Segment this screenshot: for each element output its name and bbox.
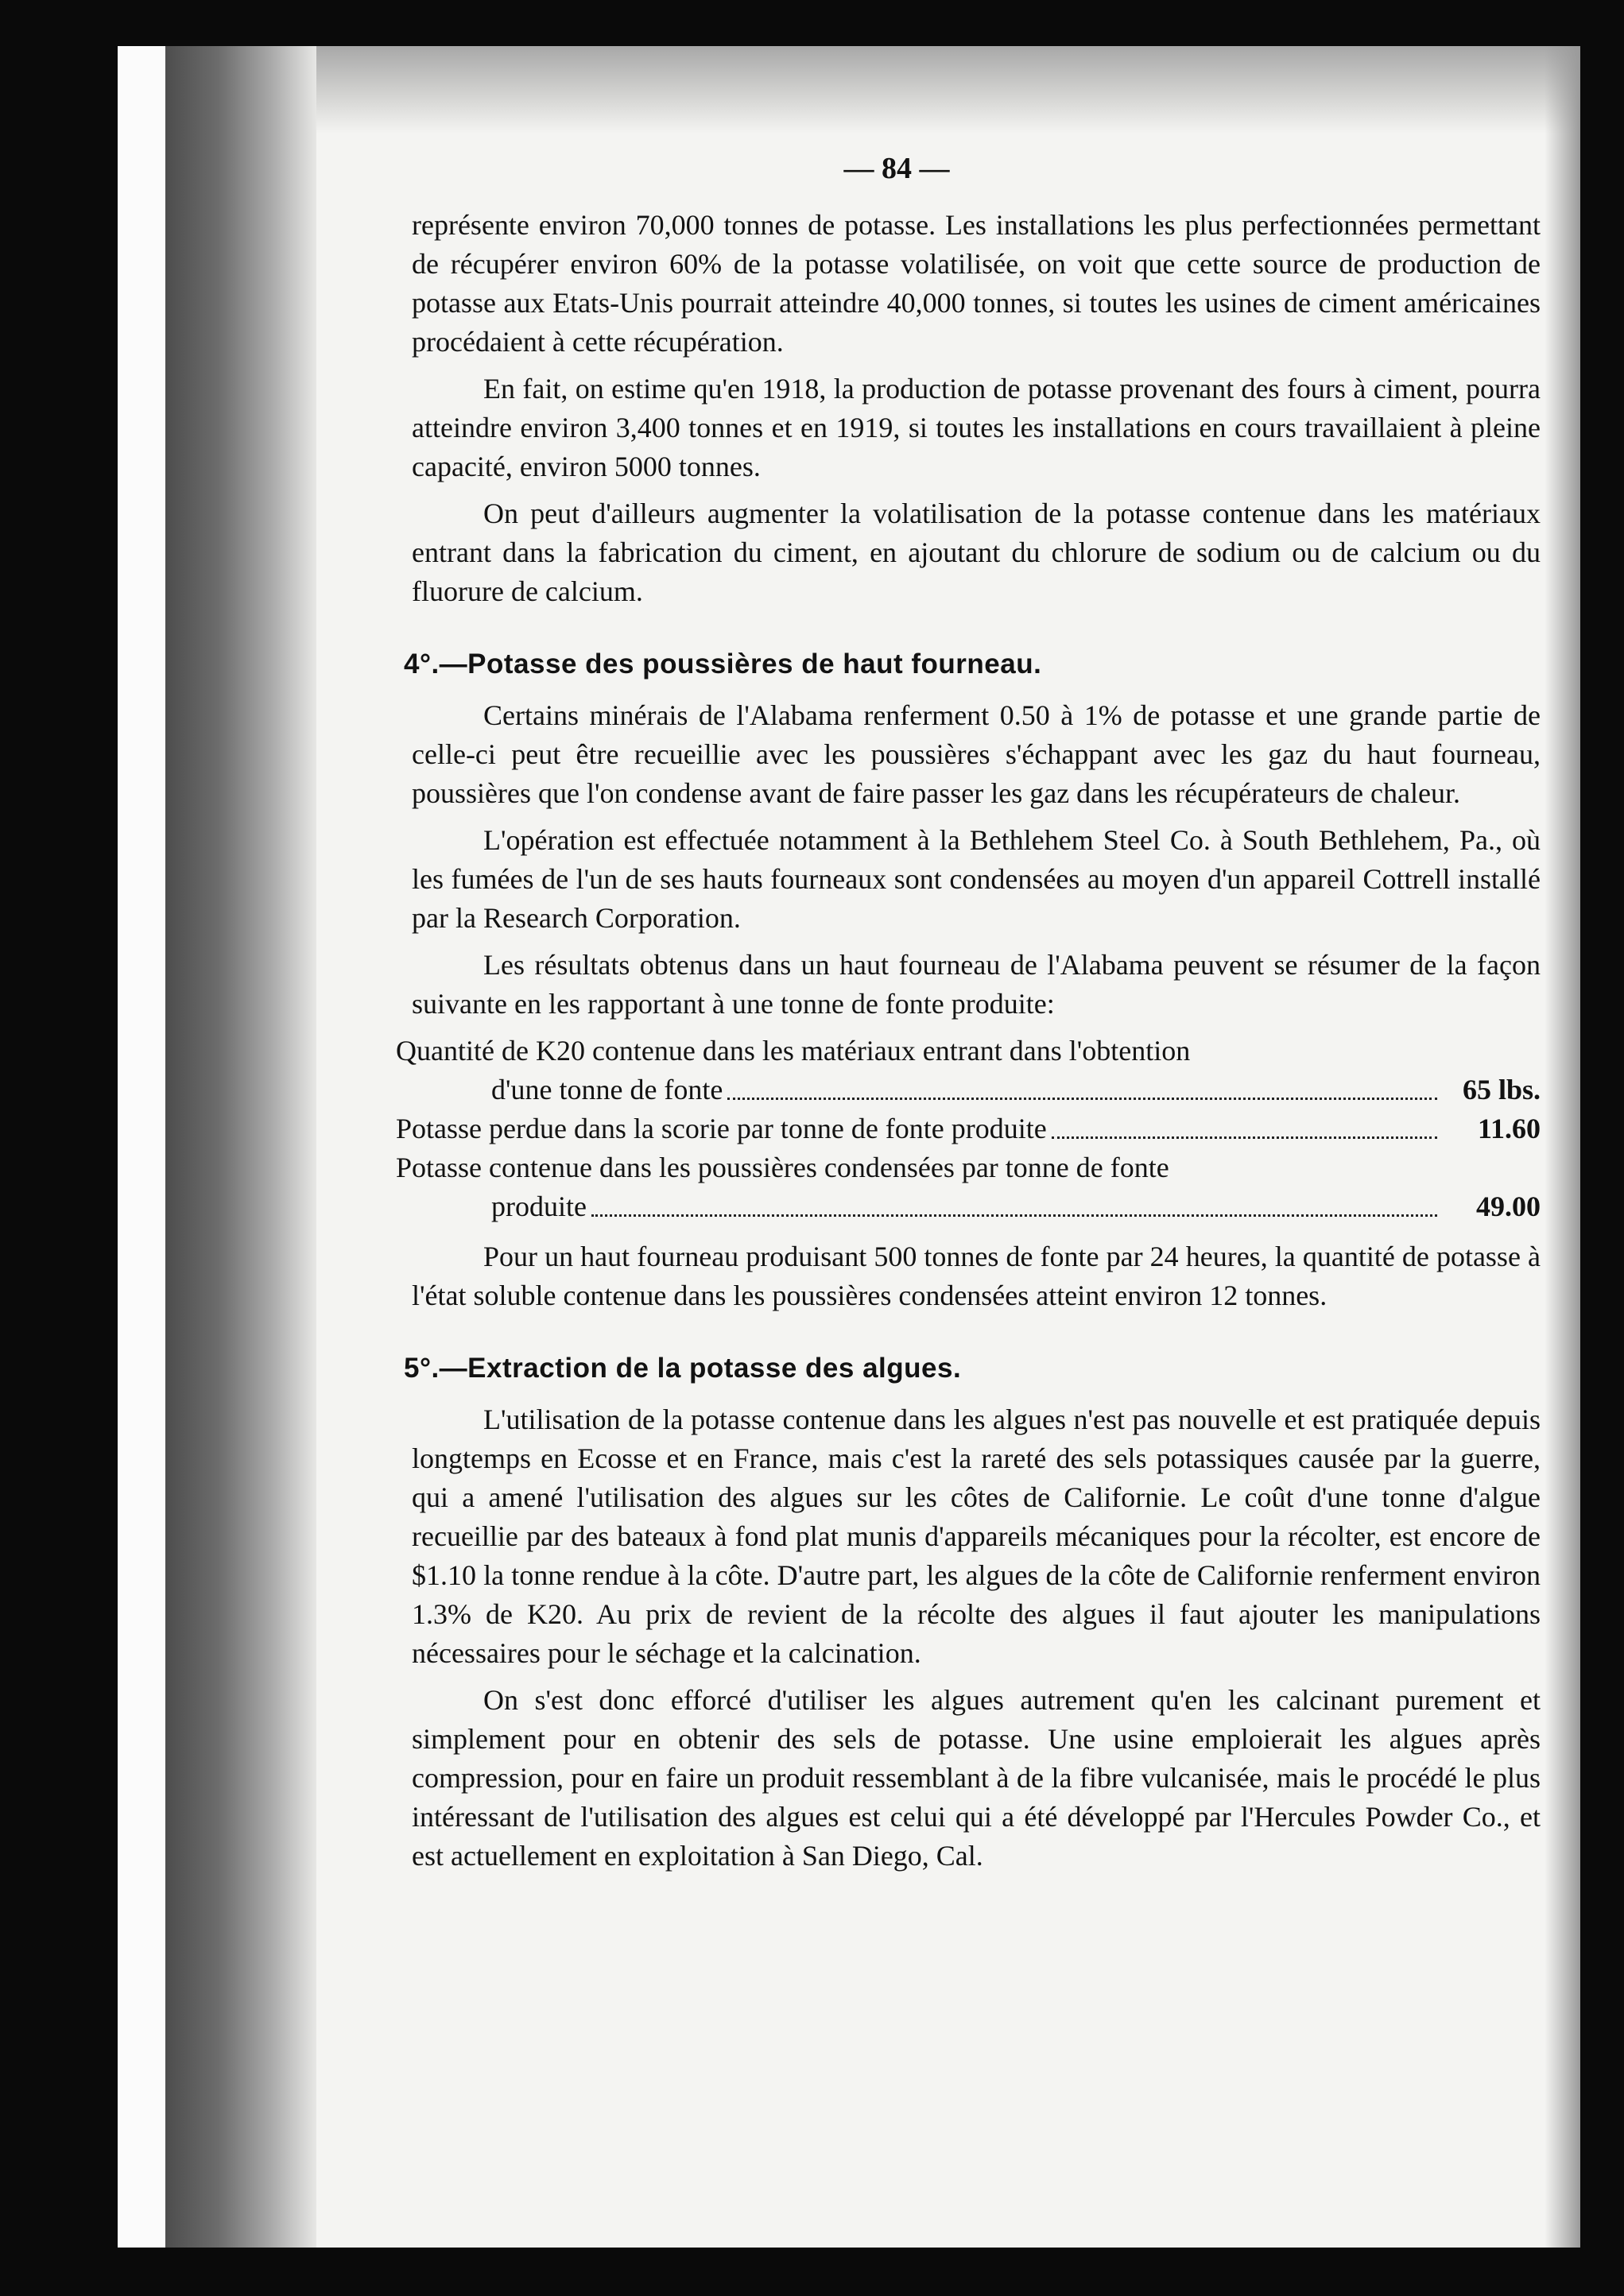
section-heading: 5°.—Extraction de la potasse des algues. <box>404 1353 962 1384</box>
paragraph: Certains minérais de l'Alabama renferment 0.50 à 1% de potasse et une grande partie de celle-ci peut être recueillie avec les poussières s'échappant avec les gaz du haut fourneau, poussières que l'on condense avant de faire passer les gaz dans les récupérateurs de chaleur. <box>412 699 1541 809</box>
binding-gutter-shadow <box>165 46 316 2248</box>
table-row-value: 49.00 <box>1476 1191 1541 1222</box>
page-margin-strip <box>118 46 165 2248</box>
paragraph: Les résultats obtenus dans un haut fourneau de l'Alabama peuvent se résumer de la façon suivante en les rapportant à une tonne de fonte produite: <box>412 949 1541 1020</box>
page-number: — 84 — <box>843 152 950 185</box>
table-row-value: 65 lbs. <box>1462 1074 1541 1105</box>
paragraph: En fait, on estime qu'en 1918, la production de potasse provenant des fours à ciment, pourra atteindre environ 3,400 tonnes et en 1919, si toutes les installations en cours travaillaient à pleine capacité, environ 5000 tonnes. <box>412 373 1541 482</box>
table-row-label: Quantité de K20 contenue dans les matériaux entrant dans l'obtention <box>396 1035 1191 1067</box>
leader-dots <box>591 1214 1437 1217</box>
paragraph: Pour un haut fourneau produisant 500 tonnes de fonte par 24 heures, la quantité de potasse à l'état soluble contenue dans les poussières condensées atteint environ 12 tonnes. <box>412 1241 1541 1311</box>
top-edge-shadow <box>316 46 1580 134</box>
paragraph: On s'est donc efforcé d'utiliser les algues autrement qu'en les calcinant purement et simplement pour en obtenir des sels de potasse. Une usine emploierait les algues après compression, pour en faire un produit ressemblant à de la fibre vulcanisée, mais le procédé le plus intéressant de l'utilisation des algues est celui qui a été développé par l'Hercules Powder Co., et est actuellement en exploitation à San Diego, Cal. <box>412 1684 1541 1872</box>
leader-dots <box>727 1098 1437 1100</box>
paragraph: L'utilisation de la potasse contenue dans les algues n'est pas nouvelle et est pratiquée depuis longtemps en Ecosse et en France, mais c'est la rareté des sels potassiques causée par la guerre, qui a amené l'utilisation des algues sur les côtes de Californie. Le coût d'une tonne d'algue recueillie par des bateaux à fond plat munis d'appareils mécaniques pour la récolter, est encore de $1.10 la tonne rendue à la côte. D'autre part, les algues de la côte de Californie renferment environ 1.3% de K20. Au prix de revient de la récolte des algues il faut ajouter les manipulations nécessaires pour le séchage et la calcination. <box>412 1404 1541 1669</box>
table-row-value: 11.60 <box>1477 1113 1541 1144</box>
leader-dots <box>1052 1136 1437 1139</box>
page-text <box>396 149 1541 1884</box>
paragraph: représente environ 70,000 tonnes de potasse. Les installations les plus perfectionnées permettant de récupérer environ 60% de la potasse volatilisée, on voit que cette source de production de potasse aux Etats-Unis pourrait atteindre 40,000 tonnes, si toutes les usines de ciment américaines procédaient à cette récupération. <box>412 209 1541 358</box>
table-row-label-continued: d'une tonne de fonte <box>491 1074 723 1105</box>
table-row-label: Potasse perdue dans la scorie par tonne de fonte produite <box>396 1113 1047 1144</box>
table-row-label-continued: produite <box>491 1191 587 1222</box>
right-edge-shadow <box>1545 46 1580 2248</box>
paragraph: On peut d'ailleurs augmenter la volatilisation de la potasse contenue dans les matériaux entrant dans la fabrication du ciment, en ajoutant du chlorure de sodium ou de calcium ou du fluorure de calcium. <box>412 498 1541 607</box>
results-table <box>396 1032 1541 1226</box>
table-row <box>396 1148 1541 1226</box>
table-row <box>396 1109 1541 1148</box>
section-heading: 4°.—Potasse des poussières de haut fourneau. <box>404 649 1042 680</box>
table-row <box>396 1032 1541 1109</box>
paragraph: L'opération est effectuée notamment à la Bethlehem Steel Co. à South Bethlehem, Pa., où les fumées de l'un de ses hauts fourneaux sont condensées au moyen d'un appareil Cottrell installé par la Research Corporation. <box>412 824 1541 934</box>
scanned-page <box>118 46 1580 2248</box>
table-row-label: Potasse contenue dans les poussières condensées par tonne de fonte <box>396 1152 1169 1183</box>
